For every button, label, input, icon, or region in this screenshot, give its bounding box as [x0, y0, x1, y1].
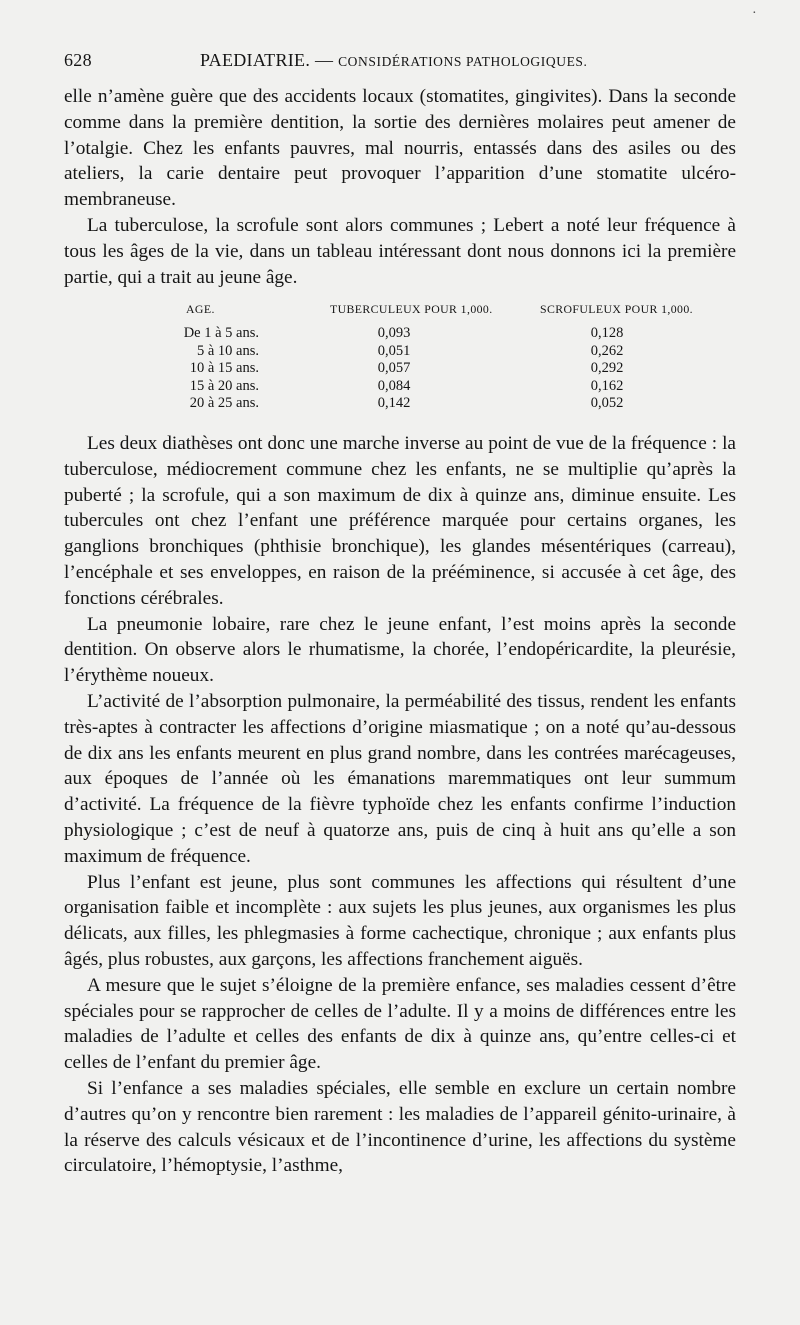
table-header-tuberculeux: TUBERCULEUX POUR 1,000. [330, 302, 493, 316]
paragraph: La tuberculose, la scrofule sont alors communes ; Lebert a noté leur fréquence à tous les âges de la vie, dans un tableau intéressant dont nous donnons ici la première partie, qui a trait au jeune âge. [64, 214, 736, 288]
cell-scrofuleux: 0,262 [590, 342, 624, 359]
table-row [64, 325, 744, 342]
cell-scrofuleux: 0,128 [590, 325, 624, 341]
table-row [64, 395, 744, 412]
cell-age: 5 à 10 ans. [196, 342, 259, 359]
cell-tuberculeux: 0,084 [377, 377, 411, 394]
table-row [64, 360, 744, 377]
running-head [200, 50, 588, 71]
body-text-top [64, 84, 736, 290]
paragraph: Si l’enfance a ses maladies spéciales, elle semble en exclure un certain nombre d’autres qu’on y rencontre bien rarement : les maladies de l’appareil génito-urinaire, à la réserve des calculs vésicaux et de l’incontinence d’urine, les affections du système circulatoire, l’hémoptysie, l’asthme, [64, 1077, 736, 1177]
table-header-age: AGE. [186, 302, 215, 316]
cell-scrofuleux: 0,162 [590, 377, 624, 394]
cell-scrofuleux: 0,052 [590, 395, 624, 411]
cell-tuberculeux: 0,051 [377, 342, 411, 359]
cell-age: 15 à 20 ans. [189, 377, 259, 394]
paragraph: Les deux diathèses ont donc une marche inverse au point de vue de la fréquence : la tuberculose, médiocrement commune chez les enfants, ne se multiplie qu’après la puberté ; la scrofule, qui a son maximum de dix à quinze ans, diminue ensuite. Les tubercules ont chez l’enfant une préférence marquée pour certains organes, les ganglions bronchiques (phthisie bronchique), les glandes mésentériques (carreau), l’encéphale et ses enveloppes, en raison de la prééminence, si accusée à cet âge, des fonctions cérébrales. [64, 433, 736, 609]
table-row [64, 343, 744, 360]
paragraph: Plus l’enfant est jeune, plus sont communes les affections qui résultent d’une organisation faible et incomplète : aux sujets les plus jeunes, aux organismes les plus délicats, aux filles, les phlegmasies à forme cachectique, chronique ; aux enfants plus âgés, plus robustes, aux garçons, les affections franchement aiguës. [64, 871, 736, 970]
page-number: 628 [64, 50, 92, 70]
table-row [64, 378, 744, 395]
cell-age: De 1 à 5 ans. [183, 325, 259, 341]
cell-tuberculeux: 0,093 [377, 325, 411, 341]
running-head-sub: CONSIDÉRATIONS PATHOLOGIQUES. [338, 54, 588, 69]
table-header-scrofuleux: SCROFULEUX POUR 1,000. [540, 302, 694, 316]
paragraph: La pneumonie lobaire, rare chez le jeune enfant, l’est moins après la seconde dentition. On observe alors le rhumatisme, la chorée, l’endopéricardite, la pleurésie, l’érythème noueux. [64, 613, 736, 687]
cell-tuberculeux: 0,142 [377, 395, 411, 411]
page-header [64, 50, 736, 76]
body-text-bottom [64, 431, 736, 1179]
lebert-table [64, 301, 744, 421]
cell-tuberculeux: 0,057 [377, 360, 411, 376]
running-head-main: PAEDIATRIE. [200, 50, 311, 70]
paragraph: elle n’amène guère que des accidents locaux (stomatites, gingivites). Dans la seconde comme dans la première dentition, la sortie des dernières molaires peut amener de l’otalgie. Chez les enfants pauvres, mal nourris, entassés dans des asiles ou des ateliers, la carie dentaire peut provoquer l’apparition d’une stomatite ulcéro-membraneuse. [64, 86, 736, 211]
paragraph: L’activité de l’absorption pulmonaire, la perméabilité des tissus, rendent les enfants très-aptes à contracter les affections d’origine miasmatique ; on a noté qu’au-dessous de dix ans les enfants meurent en plus grand nombre, dans les contrées marécageuses, aux époques de l’année où les émanations maremmatiques ont leur summum d’activité. La fréquence de la fièvre typhoïde chez les enfants confirme l’induction physiologique ; c’est de neuf à quatorze ans, puis de cinq à huit ans qu’elle a son maximum de fréquence. [64, 690, 736, 867]
cell-age: 10 à 15 ans. [189, 360, 259, 376]
running-head-dash: — [314, 50, 334, 70]
paragraph: A mesure que le sujet s’éloigne de la première enfance, ses maladies cessent d’être spéciales pour se rapprocher de celles de l’adulte. Il y a moins de différences entre les maladies de l’adulte et celles des enfants de dix à quinze ans, qu’entre celles-ci et celles de l’enfant du premier âge. [64, 974, 736, 1074]
cell-scrofuleux: 0,292 [590, 360, 624, 376]
cell-age: 20 à 25 ans. [189, 395, 259, 411]
corner-mark: · [752, 6, 757, 21]
